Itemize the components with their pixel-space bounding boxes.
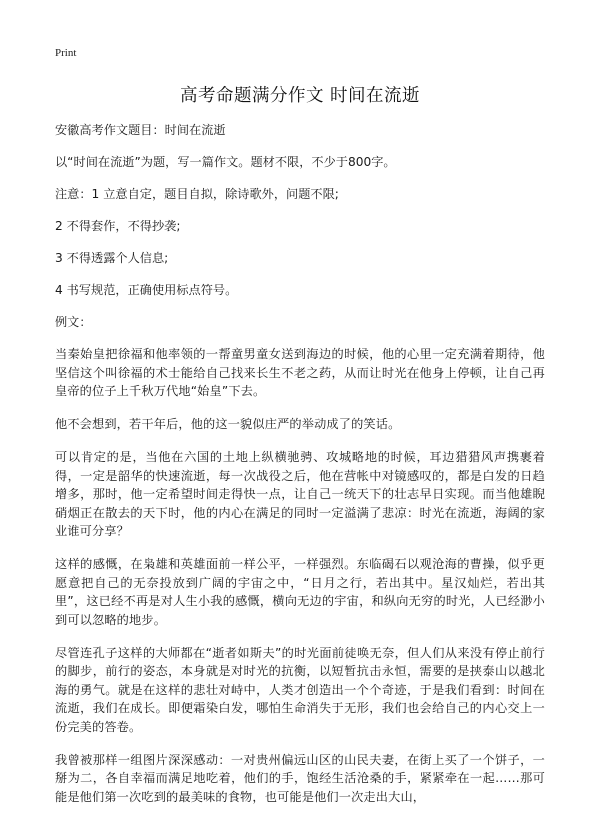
page-title: 高考命题满分作文 时间在流逝 bbox=[179, 86, 421, 106]
exam-prompt-heading: 安徽高考作文题目：时间在流逝 bbox=[55, 123, 226, 137]
exam-note-2: 2 不得套作，不得抄袭; bbox=[55, 219, 181, 233]
exam-note-1: 注意：1 立意自定，题目自拟，除诗歌外，问题不限; bbox=[55, 187, 339, 201]
essay-paragraph: 可以肯定的是，当他在六国的土地上纵横驰骋、攻城略地的时候，耳边猎猎风声携裹着得，一定是韶华的快速流逝，每一次战役之后，他在营帐中对镜感叹的，都是白发的日趋增多，那时，他一定希望时间走得快一点，让自己一统天下的壮志早日实现。而当他雄睨硝烟正在散去的天下时，他的内心在满足的同时一定溢满了悲凉：时光在流逝，海阔的家业谁可分享？ bbox=[55, 450, 545, 538]
essay-paragraph: 当秦始皇把徐福和他率领的一帮童男童女送到海边的时候，他的心里一定充满着期待，他坚信这个叫徐福的术士能给自己找来长生不老之药，从而让时光在他身上停顿，让自己再皇帝的位子上千秋万代地“始皇”下去。 bbox=[55, 347, 545, 398]
example-label: 例文： bbox=[55, 315, 92, 329]
essay-paragraph: 这样的感慨，在枭雄和英雄面前一样公平，一样强烈。东临碣石以观沧海的曹操，似乎更愿意把自己的无奈投放到广阔的宇宙之中，“日月之行，若出其中。星汉灿烂，若出其里”，这已经不再是对人生小我的感慨，横向无边的宇宙，和纵向无穷的时光，人已经渺小到可以忽略的地步。 bbox=[55, 557, 545, 627]
exam-note-3: 3 不得透露个人信息; bbox=[55, 251, 169, 265]
essay-paragraph: 尽管连孔子这样的大师都在“逝者如斯夫”的时光面前徒唤无奈，但人们从来没有停止前行的脚步，前行的姿态，本身就是对时光的抗衡，以短暂抗击永恒，需要的是挟泰山以越北海的勇气。就是在这样的悲壮对峙中，人类才创造出一个个奇迹，于是我们看到：时间在流逝，我们在成长。即便霜染白发，哪怕生命消失于无形，我们也会给自己的内心交上一份完美的答卷。 bbox=[55, 645, 545, 734]
essay-paragraph: 我曾被那样一组图片深深感动：一对贵州偏远山区的山民夫妻，在街上买了一个饼子，一掰为二，各自幸福而满足地吃着，他们的手，饱经生活沧桑的手，紧紧牵在一起……那可能是他们第一次吃到的最美味的食物，也可能是他们一次走出大山， bbox=[55, 752, 545, 804]
print-link[interactable]: Print bbox=[55, 47, 77, 59]
exam-note-4: 4 书写规范，正确使用标点符号。 bbox=[55, 283, 238, 297]
exam-prompt-instruction: 以“时间在流逝”为题，写一篇作文。题材不限，不少于800字。 bbox=[55, 155, 396, 169]
essay-paragraph: 他不会想到，若干年后，他的这一貌似庄严的举动成了的笑话。 bbox=[55, 417, 401, 431]
article-body bbox=[55, 121, 545, 821]
